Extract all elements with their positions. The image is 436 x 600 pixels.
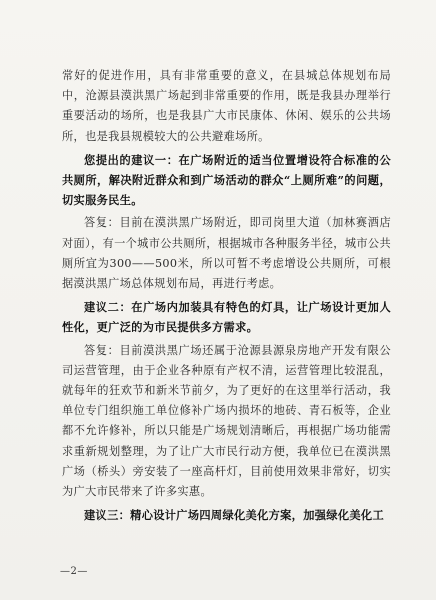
suggestion-two-heading: 建议二：在广场内加装具有特色的灯具，让广场设计更加人性化，更广泛的为市民提供多方需求。 <box>62 300 391 335</box>
suggestion-three-heading: 建议三：精心设计广场四周绿化美化方案，加强绿化美化工 <box>84 508 384 523</box>
intro-paragraph: 常好的促进作用，具有非常重要的意义，在县城总体规划布局中，沧源县漠洪黑广场起到非常重要的作用，既是我县办理举行重要活动的场所，也是我县广大市民康体、休闲、娱乐的公共场所，也是我县规模较大的公共避难场所。 <box>62 69 391 143</box>
reply-two-paragraph: 答复：目前漠洪黑广场还属于沧源县源泉房地产开发有限公司运营管理，由于企业各种原有产权不清，运营管理比较混乱，就每年的狂欢节和新米节前夕，为了更好的在这里举行活动，我单位专门组织施工单位修补广场内损坏的地砖、青石板等，企业都不允许修补，所以只能是广场规划清晰后，再根据广场功能需求重新规划整理，为了让广大市民行动方便，我单位已在漠洪黑广场（桥头）旁安装了一座高杆灯，目前使用效果非常好，切实为广大市民带来了许多实惠。 <box>62 343 391 499</box>
suggestion-one-heading: 您提出的建议一：在广场附近的适当位置增设符合标准的公共厕所，解决附近群众和到广场活动的群众“上厕所难”的问题，切实服务民生。 <box>62 152 391 208</box>
reply-one-paragraph: 答复：目前在漠洪黑广场附近，即司岗里大道（加林赛酒店对面），有一个城市公共厕所，根据城市各种服务半径，城市公共厕所宜为300——500米，所以可暂不考虑增设公共厕所，可根据漠洪黑广场总体规划布局，再进行考虑。 <box>62 216 391 291</box>
document-body <box>62 66 391 525</box>
page-number: —2— <box>60 566 88 577</box>
